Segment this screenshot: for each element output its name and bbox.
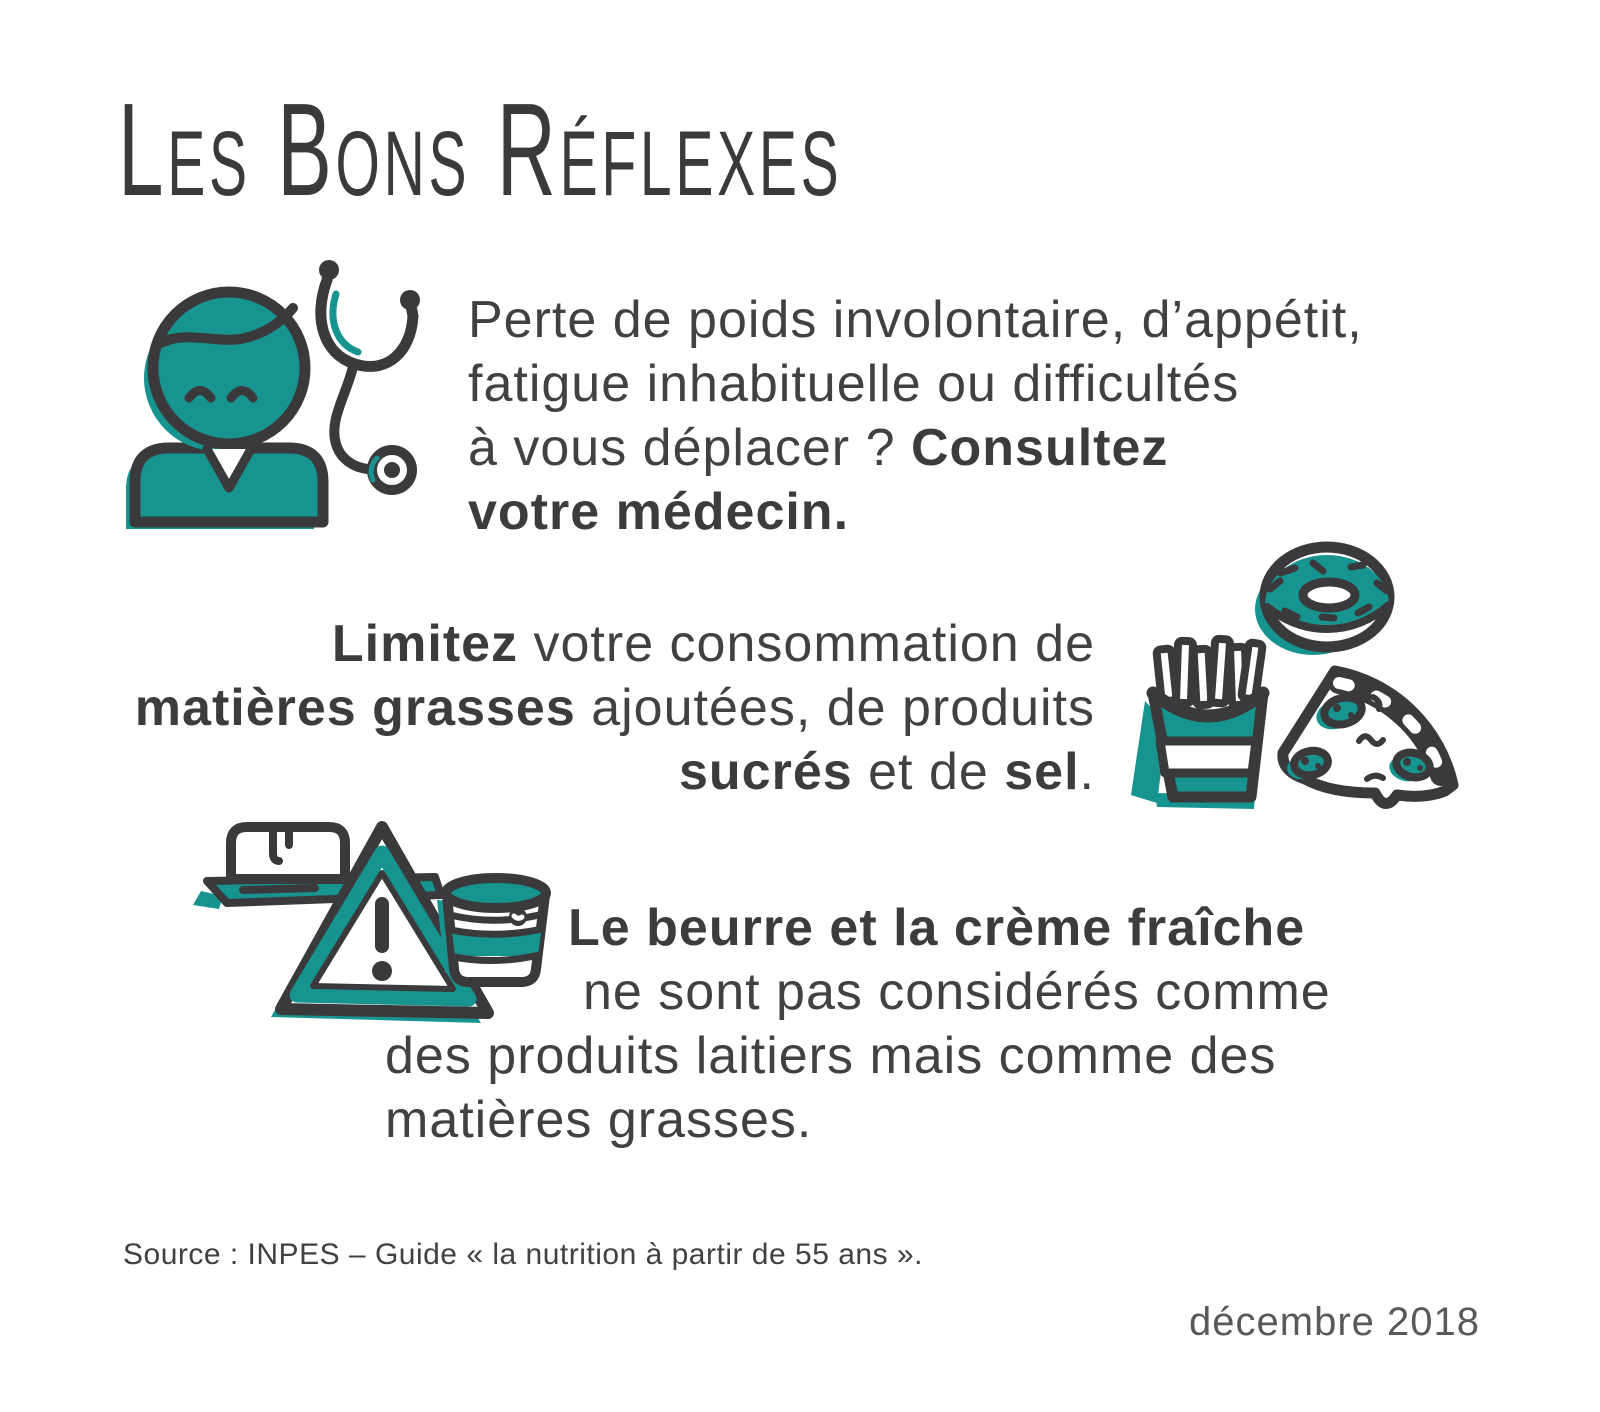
text-line: matières grasses. [385,1091,813,1149]
donut-icon [1255,547,1389,655]
text-line: des produits laitiers mais comme des [385,1027,1277,1085]
publication-date: décembre 2018 [1189,1300,1480,1344]
fries-icon [1131,639,1263,809]
text-line: Perte de poids involontaire, d’appétit, [468,291,1363,349]
text-line: Le beurre et la crème fraîche [568,899,1306,957]
text-line: ne sont pas considérés comme [583,963,1331,1021]
section-medecin-text [468,288,1363,544]
pizza-icon [1283,671,1453,804]
junk-food-icons [1115,525,1510,815]
page-title: Les Bons Réflexes [118,76,843,223]
text-line: fatigue inhabituelle ou difficultés [468,355,1240,413]
person-icon [126,292,323,529]
doctor-stethoscope-icon [105,250,460,550]
text-line: à vous déplacer ? Consultez [468,419,1169,477]
source-credit: Source : INPES – Guide « la nutrition à partir de 55 ans ». [123,1238,923,1271]
text-line: sucrés et de sel. [679,743,1095,801]
junk-food-icons [1115,525,1510,820]
text-line: matières grasses ajoutées, de produits [134,679,1095,737]
text-line: Limitez votre consommation de [331,615,1095,673]
doctor-stethoscope-icon [105,250,460,555]
section-beurre-text [385,896,1331,1152]
text-line: votre médecin. [468,483,850,541]
section-limitez-text [135,612,1095,804]
stethoscope-icon [319,260,420,490]
